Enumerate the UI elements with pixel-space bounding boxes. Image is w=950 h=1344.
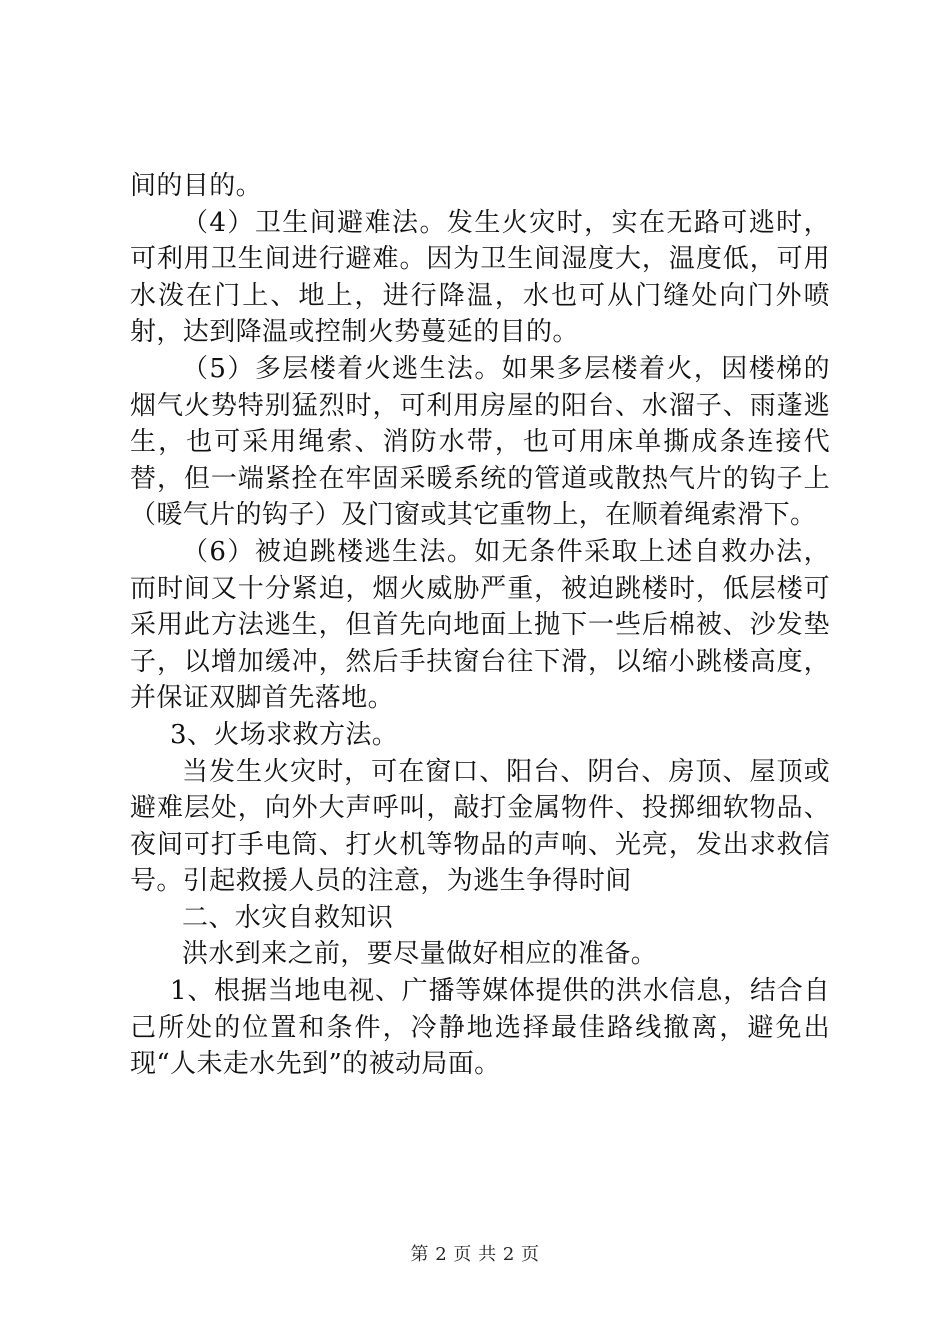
paragraph-rescue-signals: 当发生火灾时，可在窗口、阳台、阴台、房顶、屋顶或避难层处，向外大声呼叫，敲打金属物件、投掷细软物品、夜间可打手电筒、打火机等物品的声响、光亮，发出求救信号。引起救援人员的注意，为逃生争得时间 [130,756,830,897]
section-heading-flood: 二、水灾自救知识 [182,902,394,933]
paragraph-continuation: 间的目的。 [130,171,263,201]
paragraph-flood-evacuation: 1、根据当地电视、广播等媒体提供的洪水信息，结合自己所处的位置和条件，冷静地选择最佳路线撤离，避免出现“人未走水先到”的被动局面。 [130,976,830,1080]
page-number-footer: 第 2 页 共 2 页 [410,1244,540,1265]
paragraph-bathroom-refuge: （4）卫生间避难法。发生火灾时，实在无路可逃时，可利用卫生间进行避难。因为卫生间湿度大，温度低，可用水泼在门上、地上，进行降温，水也可从门缝处向门外喷射，达到降温或控制火势蔓延的目的。 [130,207,830,348]
paragraph-flood-prep: 洪水到来之前，要尽量做好相应的准备。 [182,939,658,970]
paragraph-forced-jump: （6）被迫跳楼逃生法。如无条件采取上述自救办法，而时间又十分紧迫，烟火威胁严重，被迫跳楼时，低层楼可采用此方法逃生，但首先向地面上抛下一些后棉被、沙发垫子，以增加缓冲，然后手扶窗台往下滑，以缩小跳楼高度，并保证双脚首先落地。 [130,536,830,714]
paragraph-heading-rescue-methods: 3、火场求救方法。 [170,719,399,750]
paragraph-multistory-escape: （5）多层楼着火逃生法。如果多层楼着火，因楼梯的烟气火势特别猛烈时，可利用房屋的阳台、水溜子、雨蓬逃生，也可采用绳索、消防水带，也可用床单撕成条连接代替，但一端紧拴在牢固采暖系统的管道或散热气片的钩子上（暖气片的钩子）及门窗或其它重物上，在顺着绳索滑下。 [130,353,830,531]
document-body [130,168,830,1083]
